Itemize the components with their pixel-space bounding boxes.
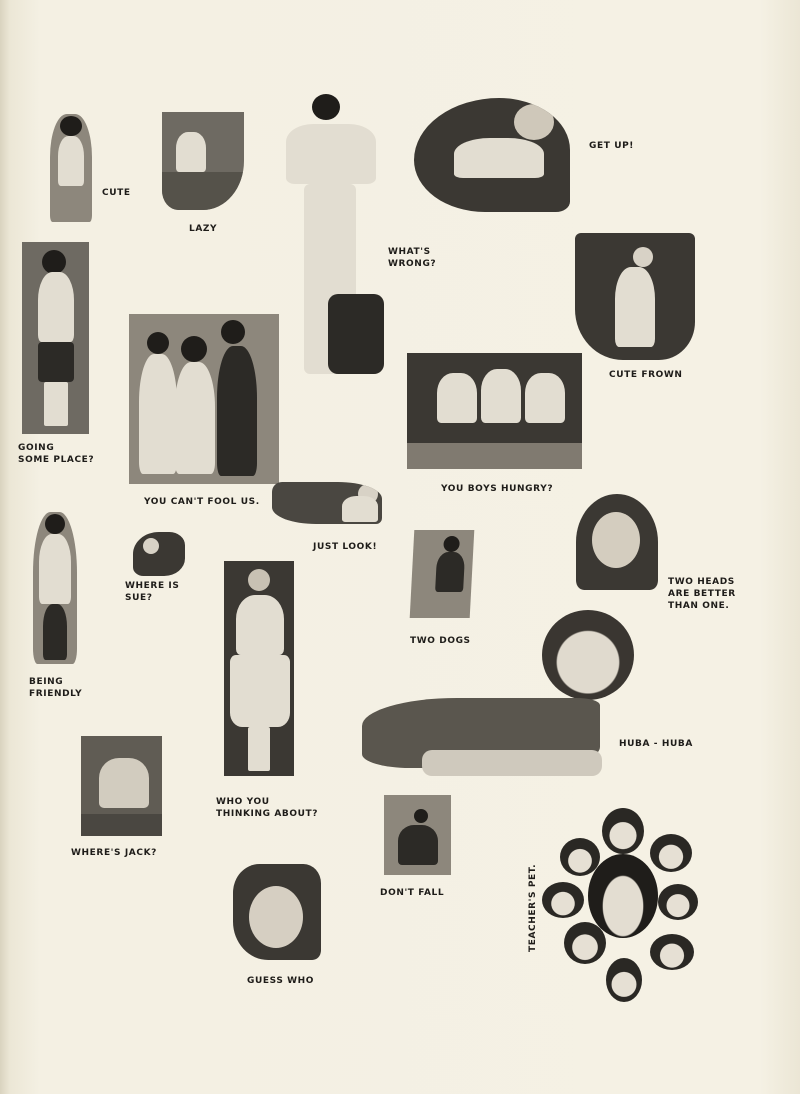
- photo-teachers-pet-collage: [540, 806, 702, 1002]
- caption-lazy: LAZY: [189, 224, 218, 234]
- caption-you-boys-hungry: YOU BOYS HUNGRY?: [441, 484, 554, 494]
- photo-whats-wrong: [268, 94, 386, 390]
- photo-going-some-place: [22, 242, 89, 434]
- caption-whats-wrong: WHAT'S WRONG?: [388, 247, 437, 269]
- caption-dont-fall: DON'T FALL: [380, 888, 445, 898]
- caption-teachers-pet: TEACHER'S PET.: [528, 863, 538, 952]
- photo-cute: [50, 114, 92, 222]
- caption-guess-who: GUESS WHO: [247, 976, 315, 986]
- caption-cute: CUTE: [102, 188, 131, 198]
- caption-two-heads: TWO HEADS ARE BETTER THAN ONE.: [668, 577, 736, 611]
- face-right: [658, 884, 698, 920]
- caption-huba-huba: HUBA - HUBA: [619, 739, 693, 749]
- caption-cute-frown: CUTE FROWN: [609, 370, 683, 380]
- photo-you-boys-hungry: [407, 353, 582, 469]
- photo-huba-huba: [362, 610, 638, 778]
- photo-two-dogs: [410, 530, 475, 618]
- photo-two-heads: [576, 494, 658, 590]
- photo-get-up: [414, 98, 570, 212]
- caption-two-dogs: TWO DOGS: [410, 636, 471, 646]
- face-center: [588, 854, 658, 938]
- caption-who-you-thinking: WHO YOU THINKING ABOUT?: [216, 797, 319, 819]
- photo-wheres-jack: [81, 736, 162, 836]
- face-top-right: [650, 834, 692, 872]
- photo-you-cant-fool-us: [129, 314, 279, 484]
- caption-wheres-jack: WHERE'S JACK?: [71, 848, 157, 858]
- photo-just-look: [272, 482, 382, 524]
- face-bottom-right: [650, 934, 694, 970]
- face-left: [542, 882, 584, 918]
- photo-guess-who: [233, 864, 321, 960]
- caption-you-cant-fool-us: YOU CAN'T FOOL US.: [144, 497, 260, 507]
- caption-get-up: GET UP!: [589, 141, 635, 151]
- face-top-left: [560, 838, 600, 876]
- photo-who-you-thinking: [224, 561, 294, 776]
- photo-cute-frown: [575, 233, 695, 360]
- photo-lazy: [162, 112, 244, 210]
- photo-where-is-sue: [133, 532, 185, 576]
- face-top: [602, 808, 644, 854]
- photo-dont-fall: [384, 795, 451, 875]
- face-bottom-left: [564, 922, 606, 964]
- caption-going-some-place: GOING SOME PLACE?: [18, 443, 95, 465]
- caption-just-look: JUST LOOK!: [313, 542, 378, 552]
- photo-being-friendly: [33, 512, 77, 664]
- face-bottom: [606, 958, 642, 1002]
- caption-where-is-sue: WHERE IS SUE?: [125, 581, 180, 603]
- caption-being-friendly: BEING FRIENDLY: [29, 677, 83, 699]
